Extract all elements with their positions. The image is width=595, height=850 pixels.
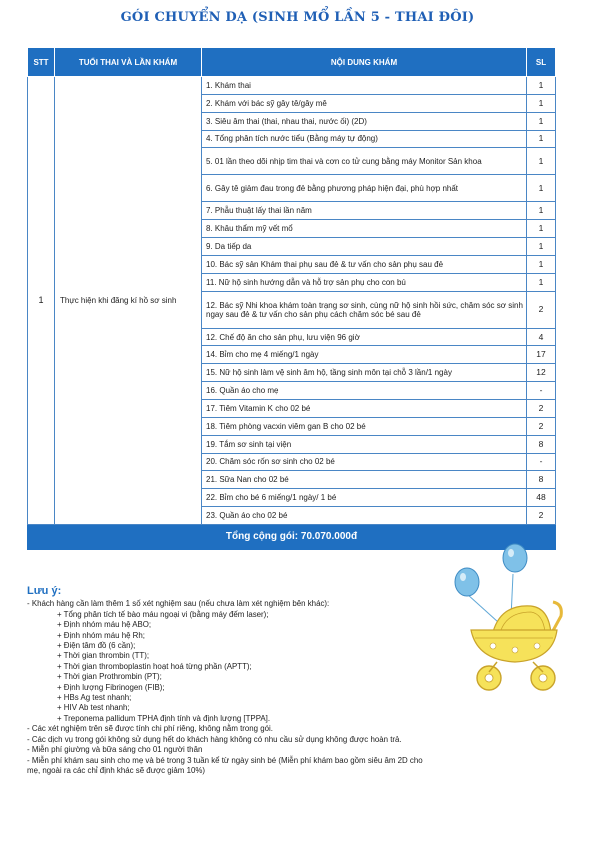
sl-cell: 12 (527, 364, 556, 382)
sl-cell: 1 (527, 175, 556, 202)
content-cell: 21. Sữa Nan cho 02 bé (202, 471, 527, 489)
sl-cell: 1 (527, 202, 556, 220)
package-table (27, 47, 556, 550)
sl-cell: 2 (527, 399, 556, 417)
content-cell: 23. Quần áo cho 02 bé (202, 507, 527, 525)
sl-cell: 1 (527, 238, 556, 256)
header-content: NỘI DUNG KHÁM (202, 48, 527, 77)
content-cell: 11. Nữ hộ sinh hướng dẫn và hỗ trợ sản phụ cho con bú (202, 273, 527, 291)
notes-list (27, 599, 427, 776)
sl-cell: 1 (527, 148, 556, 175)
content-cell: 7. Phẫu thuật lấy thai lần năm (202, 202, 527, 220)
note-subline: + HIV Ab test nhanh; (57, 703, 130, 713)
note-line: - Miễn phí khám sau sinh cho mẹ và bé trong 3 tuần kể từ ngày sinh bé (Miễn phí khám bao gồm siêu âm 2D cho mẹ, ngoài ra các chỉ định khác sẽ được giảm 10%) (27, 755, 423, 775)
sl-cell: 1 (527, 255, 556, 273)
sl-cell: 1 (527, 112, 556, 130)
sl-cell: 1 (527, 94, 556, 112)
sl-cell: 1 (527, 130, 556, 148)
sl-cell: 4 (527, 328, 556, 346)
header-age: TUỔI THAI VÀ LẦN KHÁM (55, 48, 202, 77)
table-body (28, 77, 556, 550)
content-cell: 16. Quần áo cho mẹ (202, 382, 527, 400)
note-line: - Miễn phí giường và bữa sáng cho 01 người thân (27, 745, 203, 755)
content-cell: 20. Chăm sóc rốn sơ sinh cho 02 bé (202, 453, 527, 471)
sl-cell: 1 (527, 220, 556, 238)
sl-cell: 17 (527, 346, 556, 364)
note-line: - Khách hàng cần làm thêm 1 số xét nghiệm sau (nếu chưa làm xét nghiệm bên khác): (27, 599, 330, 609)
content-cell: 5. 01 lần theo dõi nhịp tim thai và cơn co tử cung bằng máy Monitor Sản khoa (202, 148, 527, 175)
baby-stroller-balloons-icon (453, 542, 575, 694)
note-subline: + Thời gian thromboplastin hoạt hoá từng phần (APTT); (57, 661, 252, 671)
content-cell: 6. Gây tê giảm đau trong đẻ bằng phương pháp hiện đại, phù hợp nhất (202, 175, 527, 202)
note-subline: + HBs Ag test nhanh; (57, 693, 132, 703)
note-subline: + Định nhóm máu hệ Rh; (57, 630, 145, 640)
sl-cell: 2 (527, 291, 556, 328)
note-subline: + Định lượng Fibrinogen (FIB); (57, 682, 165, 692)
content-cell: 4. Tổng phân tích nước tiểu (Bằng máy tự động) (202, 130, 527, 148)
table-row (28, 77, 556, 95)
sl-cell: 2 (527, 417, 556, 435)
content-cell: 12. Bác sỹ Nhi khoa khám toàn trạng sơ sinh, cùng nữ hộ sinh hồi sức, chăm sóc sơ sinh ngay sau đẻ & tư vấn cho sản phụ cách chăm sóc bé sau đẻ (202, 291, 527, 328)
content-cell: 17. Tiêm Vitamin K cho 02 bé (202, 399, 527, 417)
content-cell: 8. Khâu thẩm mỹ vết mổ (202, 220, 527, 238)
content-cell: 18. Tiêm phòng vacxin viêm gan B cho 02 bé (202, 417, 527, 435)
content-cell: 9. Da tiếp da (202, 238, 527, 256)
content-cell: 1. Khám thai (202, 77, 527, 95)
sl-cell: 1 (527, 77, 556, 95)
content-cell: 10. Bác sỹ sản Khám thai phụ sau đẻ & tư vấn cho sản phụ sau đẻ (202, 255, 527, 273)
sl-cell: - (527, 382, 556, 400)
table-header-row (28, 48, 556, 77)
notes-section (27, 586, 427, 776)
content-cell: 12. Chế độ ăn cho sản phụ, lưu viện 96 giờ (202, 328, 527, 346)
content-cell: 19. Tắm sơ sinh tại viện (202, 435, 527, 453)
note-subline: + Treponema pallidum TPHA định tính và định lượng [TPPA]. (57, 713, 271, 723)
note-subline: + Thời gian thrombin (TT); (57, 651, 150, 661)
sl-cell: 2 (527, 507, 556, 525)
sl-cell: 48 (527, 489, 556, 507)
stt-cell: 1 (28, 77, 55, 525)
content-cell: 15. Nữ hộ sinh làm vệ sinh âm hộ, tầng sinh môn tại chỗ 3 lần/1 ngày (202, 364, 527, 382)
header-stt: STT (28, 48, 55, 77)
content-cell: 14. Bỉm cho mẹ 4 miếng/1 ngày (202, 346, 527, 364)
header-sl: SL (527, 48, 556, 77)
note-subline: + Định nhóm máu hệ ABO; (57, 620, 152, 630)
sl-cell: 8 (527, 471, 556, 489)
note-subline: + Thời gian Prothrombin (PT); (57, 672, 162, 682)
note-line: - Các xét nghiệm trên sẽ được tính chi phí riêng, không nằm trong gói. (27, 724, 273, 734)
content-cell: 2. Khám với bác sỹ gây tê/gây mê (202, 94, 527, 112)
note-subline: + Điện tâm đồ (6 cần); (57, 641, 136, 651)
notes-title: Lưu ý: (27, 585, 62, 597)
age-cell: Thực hiện khi đăng kí hồ sơ sinh (55, 77, 202, 525)
total-price: Tổng cộng gói: 70.070.000đ (28, 524, 556, 549)
content-cell: 22. Bỉm cho bé 6 miếng/1 ngày/ 1 bé (202, 489, 527, 507)
note-subline: + Tổng phân tích tế bào máu ngoại vi (bằng máy đếm laser); (57, 609, 269, 619)
sl-cell: - (527, 453, 556, 471)
page-title: GÓI CHUYỂN DẠ (SINH MỔ LẦN 5 - THAI ĐÔI) (120, 10, 475, 25)
sl-cell: 1 (527, 273, 556, 291)
note-line: - Các dịch vụ trong gói không sử dụng hết do khách hàng không có nhu cầu sử dụng không được hoàn trả. (27, 734, 402, 744)
sl-cell: 8 (527, 435, 556, 453)
content-cell: 3. Siêu âm thai (thai, nhau thai, nước ối) (2D) (202, 112, 527, 130)
